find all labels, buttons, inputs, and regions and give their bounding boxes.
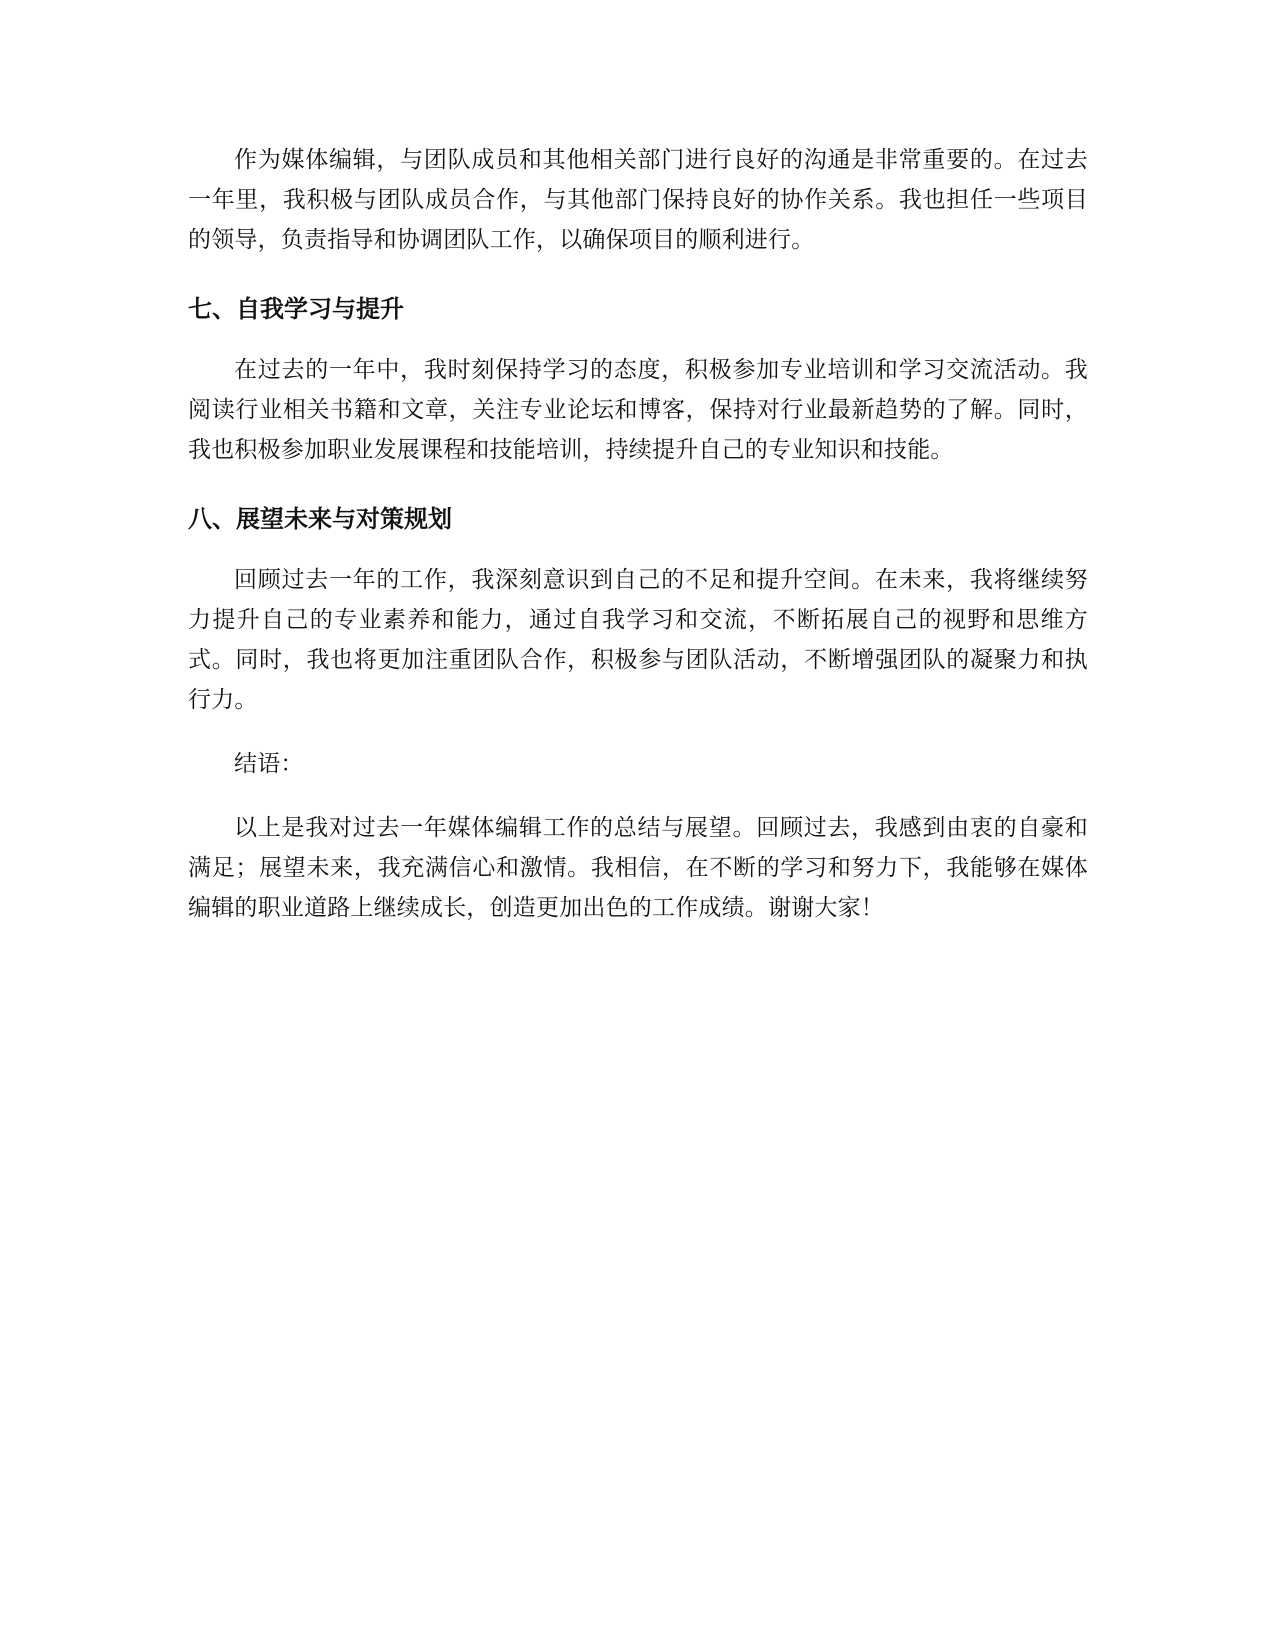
conclusion-label: 结语： [234, 751, 304, 777]
section-heading-self-learning: 七、自我学习与提升 [188, 295, 404, 323]
document-page [188, 140, 1088, 928]
paragraph-conclusion: 以上是我对过去一年媒体编辑工作的总结与展望。回顾过去，我感到由衷的自豪和满足；展望未来，我充满信心和激情。我相信，在不断的学习和努力下，我能够在媒体编辑的职业道路上继续成长，创造更加出色的工作成绩。谢谢大家！ [188, 815, 1088, 921]
paragraph-self-learning: 在过去的一年中，我时刻保持学习的态度，积极参加专业培训和学习交流活动。我阅读行业相关书籍和文章，关注专业论坛和博客，保持对行业最新趋势的了解。同时，我也积极参加职业发展课程和技能培训，持续提升自己的专业知识和技能。 [188, 357, 1088, 463]
paragraph-communication: 作为媒体编辑，与团队成员和其他相关部门进行良好的沟通是非常重要的。在过去一年里，我积极与团队成员合作，与其他部门保持良好的协作关系。我也担任一些项目的领导，负责指导和协调团队工作，以确保项目的顺利进行。 [188, 147, 1088, 253]
section-heading-outlook: 八、展望未来与对策规划 [188, 505, 452, 533]
paragraph-outlook: 回顾过去一年的工作，我深刻意识到自己的不足和提升空间。在未来，我将继续努力提升自己的专业素养和能力，通过自我学习和交流，不断拓展自己的视野和思维方式。同时，我也将更加注重团队合作，积极参与团队活动，不断增强团队的凝聚力和执行力。 [188, 567, 1088, 713]
